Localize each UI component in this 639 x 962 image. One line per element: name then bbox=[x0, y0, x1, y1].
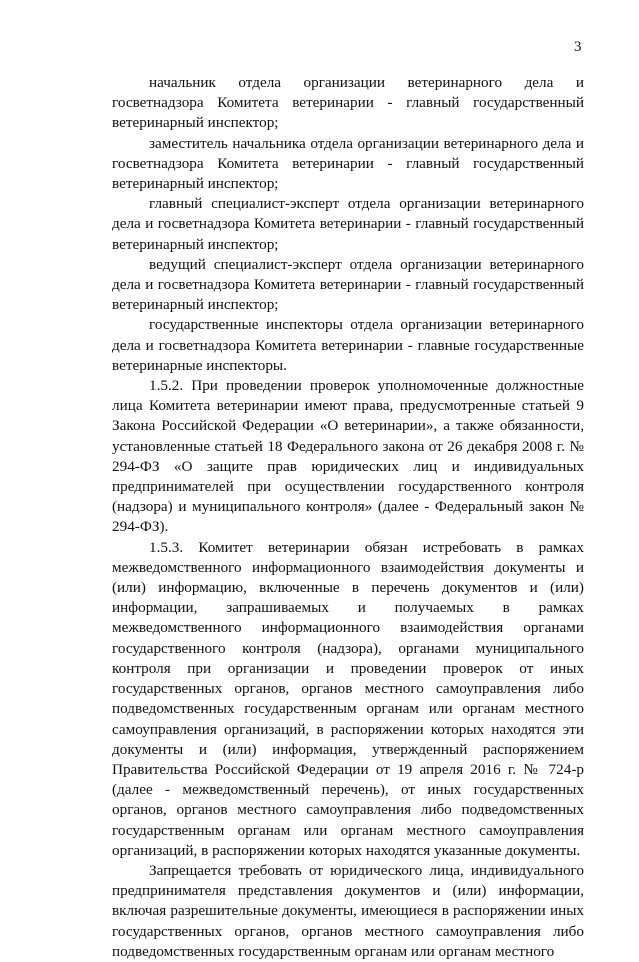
paragraph-8: Запрещается требовать от юридического лица, индивидуального предпринимателя представления документов и (или) информации, включая разрешительные документы, имеющиеся в распоряжении иных государственных органов, органов местного самоуправления либо подведомственных государственным органам или органам местного bbox=[112, 861, 584, 960]
paragraph-2: заместитель начальника отдела организации ветеринарного дела и госветнадзора Комитета ветеринарии - главный государственный ветеринарный инспектор; bbox=[112, 134, 584, 193]
paragraph-3: главный специалист-эксперт отдела организации ветеринарного дела и госветнадзора Комитета ветеринарии - главный государственный ветеринарный инспектор; bbox=[112, 195, 584, 253]
document-body bbox=[112, 73, 584, 962]
page-number: 3 bbox=[574, 39, 582, 55]
paragraph-5: государственные инспекторы отдела организации ветеринарного дела и госветнадзора Комитета ветеринарии - главные государственные ветеринарные инспекторы. bbox=[112, 316, 584, 374]
paragraph-6: 1.5.2. При проведении проверок уполномоченные должностные лица Комитета ветеринарии имеют права, предусмотренные статьей 9 Закона Российской Федерации «О ветеринарии», а также обязанности, установленные статьей 18 Федерального закона от 26 декабря 2008 г. № 294-ФЗ «О защите прав юридических лиц и индивидуальных предпринимателей при осуществлении государственного контроля (надзора) и муниципального контроля» (далее - Федеральный закон № 294-ФЗ). bbox=[112, 377, 584, 536]
paragraph-4: ведущий специалист-эксперт отдела организации ветеринарного дела и госветнадзора Комитета ветеринарии - главный государственный ветеринарный инспектор; bbox=[112, 255, 584, 314]
paragraph-1: начальник отдела организации ветеринарного дела и госветнадзора Комитета ветеринарии - главный государственный ветеринарный инспектор; bbox=[112, 74, 584, 132]
paragraph-7: 1.5.3. Комитет ветеринарии обязан истребовать в рамках межведомственного информационного взаимодействия документы и (или) информацию, включенные в перечень документов и (или) информации, запрашиваемых и получаемых в рамках межведомственного информационного взаимодействия органами государственного контроля (надзора), органами муниципального контроля при организации и проведении проверок от иных государственных органов, органов местного самоуправления либо подведомственных государственным органам или органам местного самоуправления организаций, в распоряжении которых находятся эти документы и (или) информация, утвержденный распоряжением Правительства Российской Федерации от 19 апреля 2016 г. № 724-р (далее - межведомственный перечень), от иных государственных органов, органов местного самоуправления либо подведомственных государственным органам или органам местного самоуправления организаций, в распоряжении которых находятся указанные документы. bbox=[112, 538, 584, 859]
